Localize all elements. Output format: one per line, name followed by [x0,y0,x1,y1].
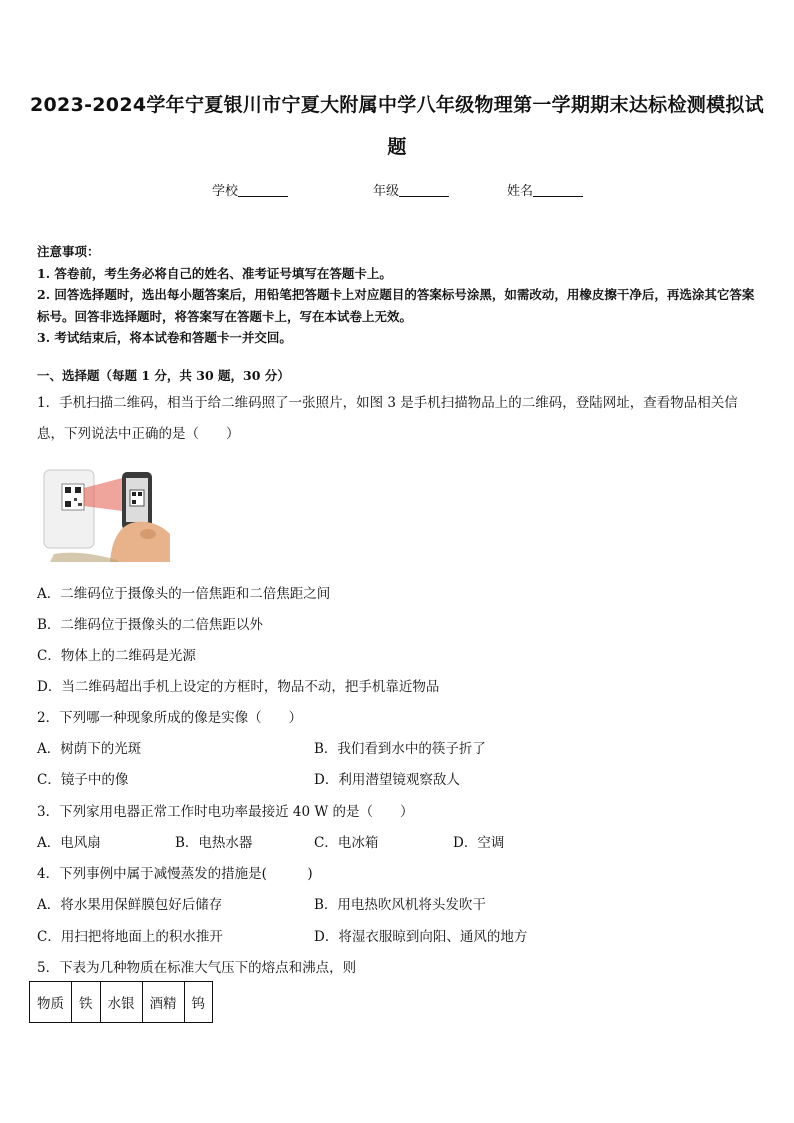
name-label: 姓名 [507,184,534,199]
exam-title-line-2: 题 [387,136,407,158]
question-1-option-b: B．二维码位于摄像头的二倍焦距以外 [37,617,263,633]
question-3-option-d: D．空调 [453,835,505,851]
name-blank[interactable] [533,182,583,197]
notes-heading: 注意事项： [37,244,100,259]
section-heading: 一、选择题（每题 1 分，共 30 题，30 分） [37,368,290,383]
qr-scan-figure [40,462,170,562]
question-1-option-d: D．当二维码超出手机上设定的方框时，物品不动，把手机靠近物品 [37,679,440,695]
question-2-option-b: B．我们看到水中的筷子折了 [314,741,486,757]
question-3-stem: 3．下列家用电器正常工作时电功率最接近 40 W 的是（ ） [37,804,414,820]
grade-blank[interactable] [399,182,449,197]
question-3-option-b: B．电热水器 [175,835,253,851]
melting-boiling-table [29,981,213,1023]
phone-scanning-qr-icon [40,462,170,562]
question-1-stem: 1．手机扫描二维码，相当于给二维码照了一张照片，如图 3 是手机扫描物品上的二维码，登陆网址，查看物品相关信息，下列说法中正确的是（ ） [37,395,738,442]
notes-block [37,241,762,349]
question-1-option-c: C．物体上的二维码是光源 [37,648,196,664]
grade-label: 年级 [373,184,400,199]
name-field [507,180,583,199]
table-cell: 物质 [30,982,72,1023]
school-field [212,180,288,199]
exam-title [30,84,764,168]
question-4-option-a: A．将水果用保鲜膜包好后储存 [37,897,223,913]
question-4-option-b: B．用电热吹风机将头发吹干 [314,897,486,913]
question-2-stem: 2．下列哪一种现象所成的像是实像（ ） [37,710,303,726]
question-1-option-a: A．二维码位于摄像头的一倍焦距和二倍焦距之间 [37,586,331,602]
notes-item-1: 1. 答卷前，考生务必将自己的姓名、准考证号填写在答题卡上。 [37,265,392,281]
question-3-option-a: A．电风扇 [37,835,101,851]
school-label: 学校 [212,184,239,199]
grade-field [373,180,449,199]
school-blank[interactable] [238,182,288,197]
student-info-row [0,180,794,202]
question-2-option-c: C．镜子中的像 [37,772,129,788]
table-cell: 水银 [100,982,142,1023]
table-cell: 酒精 [142,982,184,1023]
question-5-stem: 5．下表为几种物质在标准大气压下的熔点和沸点，则 [37,960,357,976]
table-cell: 钨 [184,982,213,1023]
table-header-row [30,982,213,1023]
table-cell: 铁 [72,982,101,1023]
notes-item-2: 2. 回答选择题时，选出每小题答案后，用铅笔把答题卡上对应题目的答案标号涂黑，如需改动，用橡皮擦干净后，再选涂其它答案标号。回答非选择题时，将答案写在答题卡上，写在本试卷上无效。 [37,287,755,324]
notes-item-3: 3. 考试结束后，将本试卷和答题卡一并交回。 [37,330,292,345]
question-3-option-c: C．电冰箱 [314,835,379,851]
question-4-stem: 4．下列事例中属于减慢蒸发的措施是( ) [37,866,313,882]
question-4-option-d: D．将湿衣服晾到向阳、通风的地方 [314,929,528,945]
question-4-option-c: C．用扫把将地面上的积水推开 [37,929,223,945]
question-2-option-a: A．树荫下的光斑 [37,741,142,757]
exam-title-line-1: 2023-2024学年宁夏银川市宁夏大附属中学八年级物理第一学期期末达标检测模拟试 [30,94,764,116]
question-2-option-d: D．利用潜望镜观察敌人 [314,772,460,788]
